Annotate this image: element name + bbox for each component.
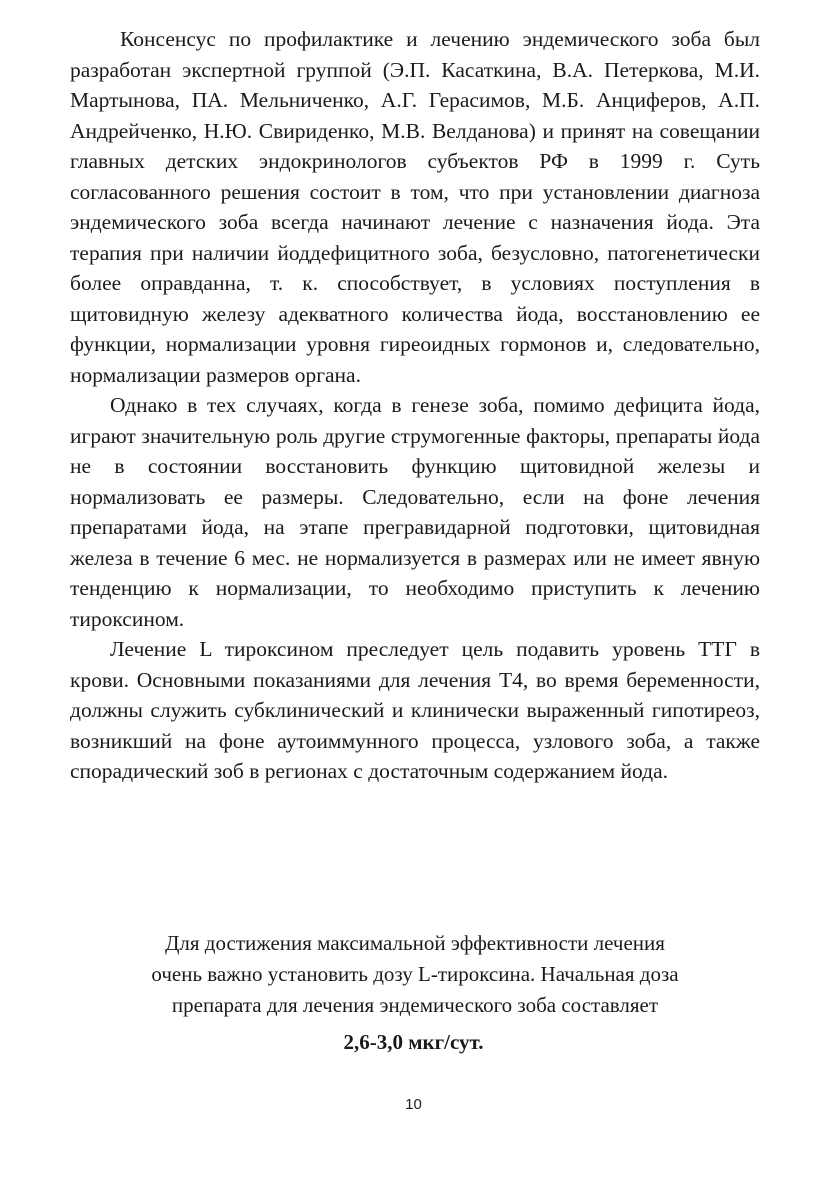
dose-note-line: препарата для лечения эндемического зоба составляет xyxy=(171,993,659,1017)
dose-note xyxy=(60,928,770,1021)
paragraph-consensus: Консенсус по профилактике и лечению эндемического зоба был разработан экспертной группой (Э.П. Касаткина, В.А. Петеркова, М.И. Мартынова, ПА. Мельниченко, А.Г. Герасимов, М.Б. Анциферов, А.П. Андрейченко, Н.Ю. Свириденко, М.В. Велданова) и принят на совещании главных детских эндокринологов субъектов РФ в 1999 г. Суть согласованного решения состоит в том, что при установлении диагноза эндемического зоба всегда начинают лечение с назначения йода. Эта терапия при наличии йоддефицитного зоба, безусловно, патогенетически более оправданна, т. к. способствует, в условиях поступления в щитовидную железу адекватного количества йода, восстановлению ее функции, нормализации уровня гиреоидных гормонов и, следовательно, нормализации размеров органа. xyxy=(70,27,760,387)
dose-note-line: очень важно установить дозу L-тироксина. Начальная доза xyxy=(151,962,679,986)
paragraph-strumogenic-factors: Однако в тех случаях, когда в генезе зоба, помимо дефицита йода, играют значительную роль другие струмогенные факторы, препараты йода не в состоянии восстановить функцию щитовидной железы и нормализовать ее размеры. Следовательно, если на фоне лечения препаратами йода, на этапе прегравидарной подготовки, щитовидная железа в течение 6 мес. не нормализуется в размерах или не имеет явную тенденцию к нормализации, то необходимо приступить к лечению тироксином. xyxy=(70,393,760,631)
main-text xyxy=(70,24,760,787)
paragraph-l-thyroxine: Лечение L тироксином преследует цель подавить уровень ТТГ в крови. Основными показаниями для лечения Т4, во время беременности, должны служить субклинический и клинически выраженный гипотиреоз, возникший на фоне аутоиммунного процесса, узлового зоба, а также спорадический зоб в регионах с достаточным содержанием йода. xyxy=(70,637,760,783)
page-number: 10 xyxy=(405,1096,422,1113)
dose-note-line: Для достижения максимальной эффективности лечения xyxy=(165,931,665,955)
dose-value: 2,6-3,0 мкг/сут. xyxy=(343,1030,484,1054)
